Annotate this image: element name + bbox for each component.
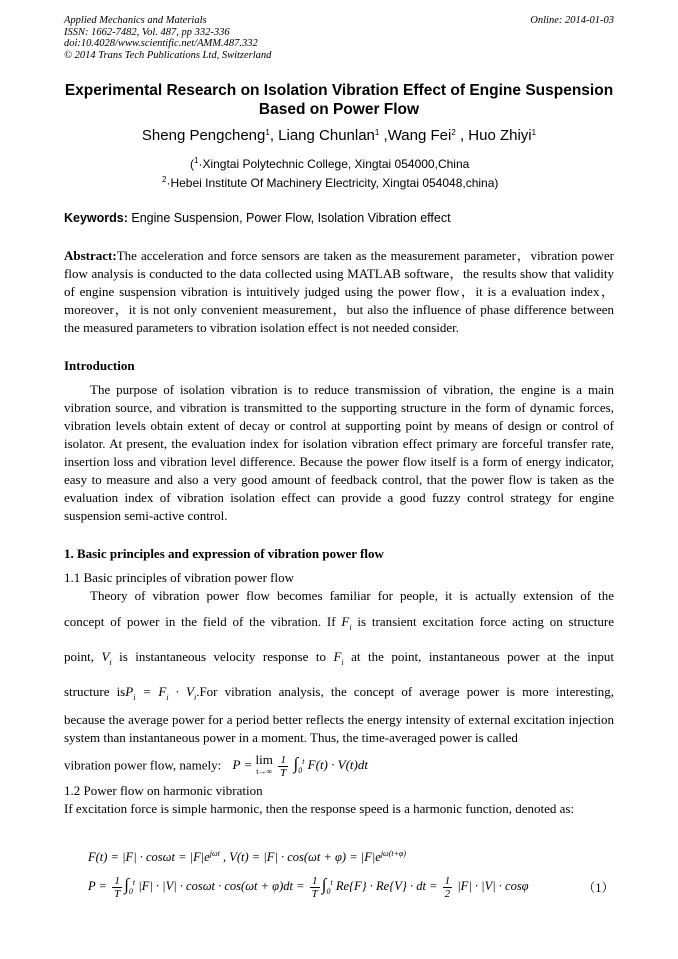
denominator: 2 bbox=[444, 887, 451, 900]
numerator: 1 bbox=[278, 754, 288, 767]
velocity-symbol bbox=[101, 649, 112, 667]
introduction-heading: Introduction bbox=[64, 358, 135, 373]
copyright-line: © 2014 Trans Tech Publications Ltd, Switzerland bbox=[64, 49, 272, 61]
affiliation-paren: ( bbox=[190, 157, 194, 171]
instantaneous-power-formula: $P_i = F_i \cdot V_i$ bbox=[125, 684, 197, 702]
lim-subscript: t→∞ bbox=[256, 767, 273, 777]
text-run: at the point, instantaneous power at the input bbox=[351, 649, 614, 664]
symbol: V bbox=[101, 649, 110, 664]
equation-part: Re{F} · Re{V} · dt = bbox=[335, 879, 438, 894]
equation-1: P = $\frac{1}{T}$ $\int_0^t$ |F| · |V| · cosωt · cos(ωt + φ)dt = $\frac{1}{T}$ $\int_0^t$ Re{F} · Re{V} · dt = $\frac{1}{2}$ |F| · |V| · cosφ bbox=[88, 874, 529, 900]
author-affiliation-mark: 2 bbox=[451, 128, 456, 137]
affiliation-text: ·Hebei Institute Of Machinery Electricity, Xingtai 054048,china) bbox=[166, 176, 499, 190]
issn-line: ISSN: 1662-7482, Vol. 487, pp 332-336 bbox=[64, 26, 230, 38]
subscript: i bbox=[349, 622, 352, 632]
journal-name: Applied Mechanics and Materials bbox=[64, 15, 207, 26]
keywords-text: Engine Suspension, Power Flow, Isolation Vibration effect bbox=[127, 211, 451, 225]
paragraph-line bbox=[64, 683, 614, 707]
abstract bbox=[64, 247, 614, 337]
affiliation-mark: 1 bbox=[194, 156, 199, 165]
text-run: is transient excitation force acting on structure bbox=[357, 614, 615, 629]
online-date: Online: 2014-01-03 bbox=[530, 15, 614, 26]
exponent: jω(t+φ) bbox=[380, 849, 407, 858]
fraction bbox=[278, 754, 288, 779]
symbol: F bbox=[333, 649, 342, 664]
abstract-text: The acceleration and force sensors are taken as the measurement parameter，vibration power flow analysis is conducted to the data collected using MATLAB software，the results show that validity of engine suspension vibration is intuitively judged using the power flow，it is a evaluation index，moreover，it is not only convenient measurement，but also the influence of phase difference between the measured parameters to vibration isolation effect is not needed consider. bbox=[64, 248, 614, 335]
symbol: F bbox=[341, 614, 350, 629]
doi-line[interactable]: doi:10.4028/www.scientific.net/AMM.487.332 bbox=[64, 38, 258, 49]
affiliation-text: ·Xingtai Polytechnic College, Xingtai 054000,China bbox=[198, 157, 470, 171]
symbol: P bbox=[232, 757, 241, 773]
paragraph-line bbox=[64, 613, 614, 637]
paragraph-line bbox=[64, 648, 614, 672]
numerator: 1 bbox=[112, 875, 122, 888]
fraction bbox=[112, 875, 122, 900]
text-run: vibration power flow, namely: bbox=[64, 757, 222, 773]
author-affiliation-mark: 1 bbox=[265, 128, 270, 137]
denominator: T bbox=[280, 766, 287, 779]
journal-header bbox=[64, 15, 271, 61]
equation-part: P = bbox=[88, 879, 107, 894]
author-name: ,Wang Fei bbox=[379, 127, 452, 144]
paragraph-line: Theory of vibration power flow becomes familiar for people, it is actually extension of the bbox=[90, 588, 614, 603]
paragraph-line bbox=[64, 752, 368, 780]
fraction bbox=[310, 875, 320, 900]
force-symbol bbox=[333, 649, 344, 667]
author-affiliation-mark: 1 bbox=[374, 128, 380, 137]
keywords bbox=[64, 210, 451, 226]
author-list bbox=[64, 123, 614, 146]
subsection-1-1: 1.1 Basic principles of vibration power flow bbox=[64, 570, 294, 585]
subscript: i bbox=[109, 657, 112, 667]
author-name: , Liang Chunlan bbox=[269, 127, 375, 144]
introduction-text: The purpose of isolation vibration is to reduce transmission of vibration, the engine is a main vibration source, and vibration is transmitted to the supporting structure in the form of dynamic forces, vibration levels obtain extent of decay or control at supporting point by means of design or control of isolator. At present, the evaluation index for isolation vibration effect primary are forceful transfer rate, insertion loss and vibration level difference. Because the power flow itself is a form of energy indicator, easy to measure and also a very good amount of feedback control, that the power flow is taken as the evaluation index of vibration isolation effect can provide a good fuzzy control strategy for engine suspension semi-active control. bbox=[64, 382, 614, 523]
author-name: , Huo Zhiyi bbox=[455, 127, 532, 144]
text-run: structure is bbox=[64, 684, 126, 699]
affiliation-2 bbox=[162, 172, 498, 191]
paragraph-line: If excitation force is simple harmonic, then the response speed is a harmonic function, denoted as: bbox=[64, 801, 575, 816]
text-run: concept of power in the field of the vibration. If bbox=[64, 614, 336, 629]
text-run: is instantaneous velocity response to bbox=[119, 649, 326, 664]
force-symbol bbox=[341, 614, 352, 632]
equation-part: |F| · |V| · cosφ bbox=[457, 879, 529, 894]
author-affiliation-mark: 1 bbox=[531, 128, 537, 137]
denominator: T bbox=[114, 887, 121, 900]
equation-part: |F| · |V| · cosωt · cos(ωt + φ)dt = bbox=[138, 879, 305, 894]
text-run: .For vibration analysis, the concept of average power is more interesting, bbox=[196, 684, 614, 699]
integrand: F(t) · V(t)dt bbox=[307, 757, 368, 773]
equation-number: （1） bbox=[582, 881, 614, 895]
lim-operator: lim bbox=[255, 752, 273, 768]
section-1-heading: 1. Basic principles and expression of vibration power flow bbox=[64, 546, 384, 561]
author-name: Sheng Pengcheng bbox=[141, 127, 266, 144]
subsection-1-2: 1.2 Power flow on harmonic vibration bbox=[64, 783, 263, 798]
subscript: i bbox=[341, 657, 344, 667]
exponent: jωt bbox=[209, 849, 220, 858]
affiliation-mark: 2 bbox=[162, 175, 167, 184]
denominator: T bbox=[311, 887, 318, 900]
numerator: 1 bbox=[444, 874, 451, 887]
affiliation-1 bbox=[190, 153, 469, 172]
keywords-label: Keywords: bbox=[64, 211, 128, 225]
equation-harmonic-functions bbox=[88, 845, 406, 866]
paper-title: Experimental Research on Isolation Vibration Effect of Engine Suspension Based on Power Flow bbox=[64, 82, 614, 118]
numerator: 1 bbox=[310, 875, 320, 888]
paragraph-continuation: because the average power for a period better reflects the energy intensity of external excitation injection system than instantaneous power in a moment. Thus, the time-averaged power is called bbox=[64, 712, 614, 745]
equation-part: F(t) = |F| · cosωt = |F|e bbox=[88, 850, 210, 865]
power-flow-formula: P = lim t→∞ $\frac{1}{T}$ $\int_0^t$ F(t) · V(t)dt bbox=[232, 752, 368, 779]
fraction bbox=[443, 875, 453, 900]
abstract-label: Abstract: bbox=[64, 248, 117, 263]
text-run: point, bbox=[64, 649, 94, 664]
equation-part: , V(t) = |F| · cos(ωt + φ) = |F|e bbox=[219, 850, 381, 865]
